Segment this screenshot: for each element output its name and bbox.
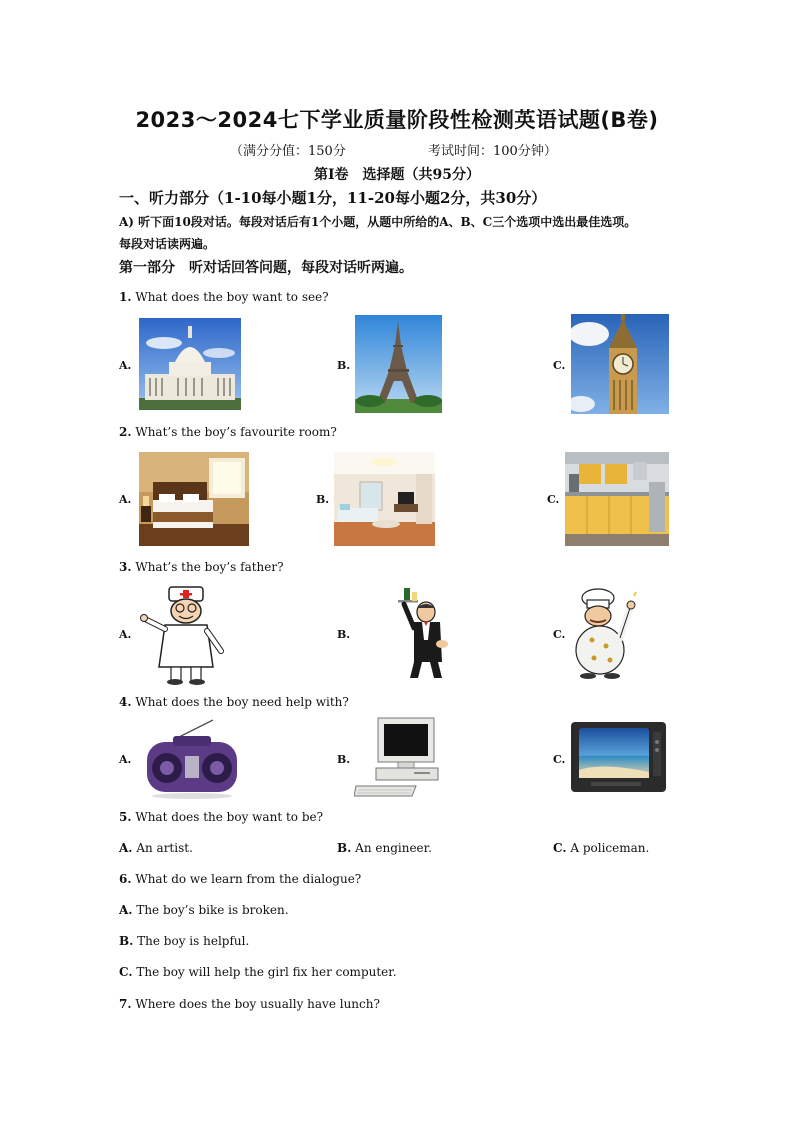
question-text: What does the boy want to see?: [135, 290, 329, 304]
question-number: 6.: [119, 872, 132, 886]
living-room-photo: [334, 452, 435, 546]
q3-option-b[interactable]: B.: [337, 628, 351, 641]
question-6: [119, 872, 361, 886]
full-score: （满分分值：150分: [230, 144, 346, 159]
option-text: The boy is helpful.: [137, 934, 250, 948]
q6-option-b[interactable]: [119, 934, 249, 948]
option-text: The boy’s bike is broken.: [136, 903, 289, 917]
q2-option-a[interactable]: A.: [119, 493, 132, 506]
big-ben-photo: [571, 314, 669, 414]
option-label: B.: [119, 934, 134, 948]
question-number: 2.: [119, 425, 132, 439]
q4-option-c[interactable]: C.: [553, 753, 566, 766]
option-label: A.: [119, 903, 133, 917]
bedroom-photo: [139, 452, 249, 546]
option-label: B.: [337, 841, 352, 855]
exam-time: 考试时间：100分钟）: [428, 144, 557, 159]
listening-part-heading: 一、听力部分（1-10每小题1分，11-20每小题2分，共30分）: [119, 189, 547, 207]
capitol-building-photo: [139, 318, 241, 410]
option-label: C.: [553, 841, 567, 855]
waiter-cartoon: [386, 588, 452, 682]
question-number: 1.: [119, 290, 132, 304]
sub-part-heading: 第一部分 听对话回答问题，每段对话听两遍。: [119, 260, 413, 276]
listening-instructions: [119, 211, 684, 255]
q3-option-c[interactable]: C.: [553, 628, 566, 641]
q2-option-c[interactable]: C.: [547, 493, 560, 506]
question-number: 4.: [119, 695, 132, 709]
question-4: [119, 695, 349, 709]
kitchen-photo: [565, 452, 669, 546]
q2-option-b[interactable]: B.: [316, 493, 330, 506]
cook-cartoon: [570, 588, 640, 680]
q3-option-a[interactable]: A.: [119, 628, 132, 641]
television-set: [571, 722, 666, 796]
option-label: A.: [119, 841, 133, 855]
section-title: 第Ⅰ卷 选择题（共95分）: [313, 167, 481, 183]
question-text: What does the boy want to be?: [135, 810, 324, 824]
question-number: 5.: [119, 810, 132, 824]
q6-option-a[interactable]: [119, 903, 289, 917]
q4-option-b[interactable]: B.: [337, 753, 351, 766]
instruction-line-1: A) 听下面10段对话。每段对话后有1个小题，从题中所给的A、B、C三个选项中选出最佳选项。: [119, 215, 637, 229]
q1-option-c[interactable]: C.: [553, 359, 566, 372]
option-label: C.: [119, 965, 133, 979]
q4-option-a[interactable]: A.: [119, 753, 132, 766]
doctor-cartoon: [139, 585, 235, 685]
q1-option-b[interactable]: B.: [337, 359, 351, 372]
q1-option-a[interactable]: A.: [119, 359, 132, 372]
option-text: A policeman.: [570, 841, 650, 855]
question-text: What’s the boy’s favourite room?: [135, 425, 337, 439]
q5-option-c[interactable]: [553, 841, 649, 855]
q5-option-a[interactable]: [119, 841, 193, 855]
option-text: The boy will help the girl fix her computer.: [136, 965, 397, 979]
q6-option-c[interactable]: [119, 965, 397, 979]
question-7: [119, 997, 380, 1011]
question-number: 7.: [119, 997, 132, 1011]
question-text: Where does the boy usually have lunch?: [135, 997, 380, 1011]
exam-title: 2023～2024七下学业质量阶段性检测英语试题(B卷): [135, 108, 659, 132]
question-1: [119, 290, 329, 304]
q5-option-b[interactable]: [337, 841, 432, 855]
question-5: [119, 810, 323, 824]
radio-cassette-player: [143, 718, 241, 800]
question-3: [119, 560, 284, 574]
question-text: What do we learn from the dialogue?: [135, 872, 362, 886]
question-number: 3.: [119, 560, 132, 574]
instruction-line-2: 每段对话读两遍。: [119, 237, 216, 251]
option-text: An engineer.: [355, 841, 432, 855]
question-2: [119, 425, 337, 439]
option-text: An artist.: [136, 841, 193, 855]
question-text: What does the boy need help with?: [135, 695, 349, 709]
eiffel-tower-photo: [355, 315, 442, 413]
desktop-computer: [354, 716, 440, 800]
question-text: What’s the boy’s father?: [135, 560, 284, 574]
